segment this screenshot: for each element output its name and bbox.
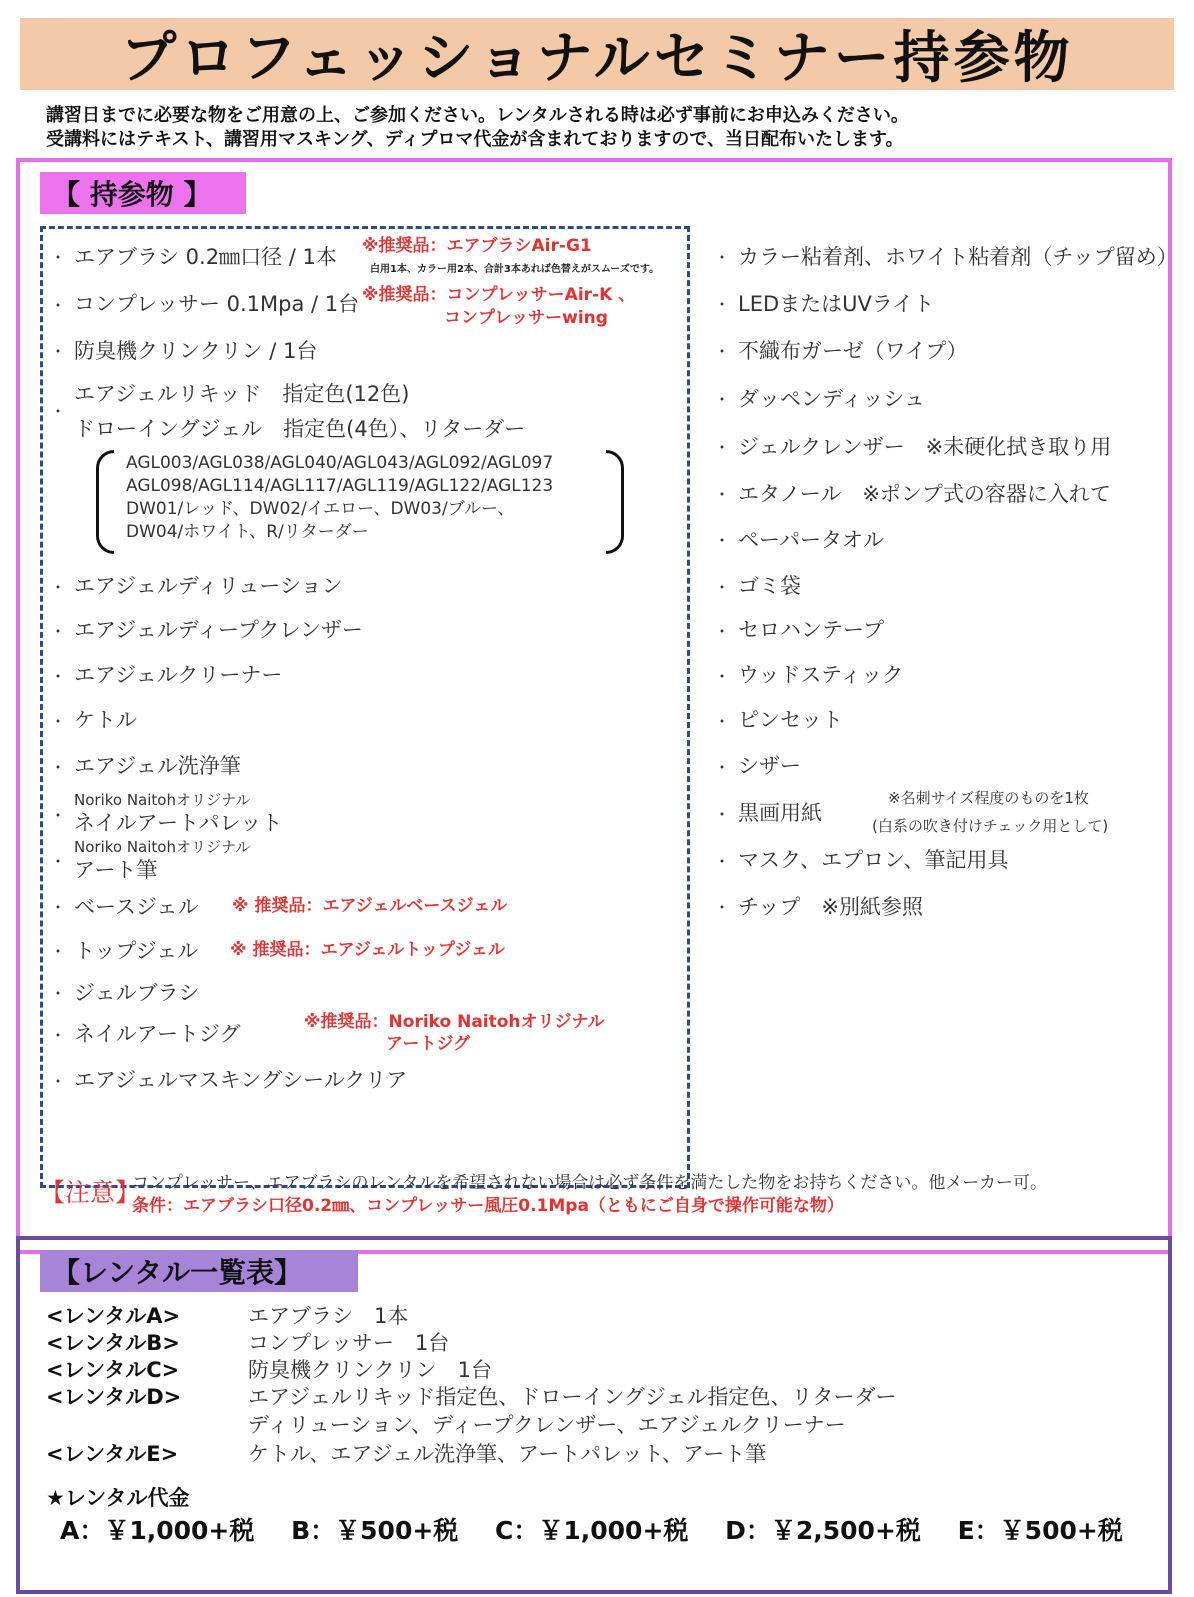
bullet: ・ (50, 1072, 67, 1091)
item-tips: チップ ※別紙参照 (738, 895, 923, 919)
bullet: ・ (714, 852, 731, 871)
item-gauze: 不織布ガーゼ（ワイプ） (738, 339, 968, 363)
item-cellophane-tape: セロハンテープ (738, 618, 884, 642)
fee-b: B：￥500+税 (291, 1516, 459, 1545)
rental-fees (60, 1518, 1151, 1543)
items-heading: 【 持参物 】 (40, 172, 246, 214)
intro-text (46, 104, 909, 152)
item-nail-art-jig: ネイルアートジグ (74, 1022, 241, 1046)
right-bracket (606, 450, 624, 554)
bullet: ・ (714, 531, 731, 550)
bullet: ・ (714, 390, 731, 409)
item-paper-towel: ペーパータオル (738, 528, 884, 552)
bullet: ・ (50, 248, 67, 267)
color-code-line: DW01/レッド、DW02/イエロー、DW03/ブルー、 (126, 499, 515, 519)
item-drawing-gel: ドローイングジェル 指定色(4色）、リターダー (74, 417, 526, 441)
bullet: ・ (50, 806, 67, 825)
rental-label-a: <レンタルA> (46, 1304, 181, 1328)
bullet: ・ (50, 984, 67, 1003)
fee-c: C：￥1,000+税 (495, 1516, 689, 1545)
bullet: ・ (50, 667, 67, 686)
bullet: ・ (714, 758, 731, 777)
item-masking-seal: エアジェルマスキングシールクリア (74, 1068, 408, 1092)
bullet: ・ (714, 712, 731, 731)
rental-value-c: 防臭機クリンクリン 1台 (248, 1358, 492, 1382)
rental-value-d-2: ディリューション、ディープクレンザー、エアジェルクリーナー (248, 1413, 846, 1437)
bullet: ・ (714, 578, 731, 597)
intro-line: 講習日までに必要な物をご用意の上、ご参加ください。レンタルされる時は必ず事前にお申込みください。 (46, 105, 909, 126)
bullet: ・ (50, 402, 67, 421)
item-led-uv-light: LEDまたはUVライト (738, 292, 935, 316)
caution-text: コンプレッサー、エアブラシのレンタルを希望されない場合は必ず条件を満たした物をお持ちください。他メーカー可。 (132, 1173, 1048, 1193)
bullet: ・ (50, 578, 67, 597)
fee-d: D：￥2,500+税 (725, 1516, 921, 1545)
intro-line: 受講料にはテキスト、講習用マスキング、ディプロマ代金が含まれておりますので、当日配布いたします。 (46, 129, 904, 150)
item-deodorizer: 防臭機クリンクリン / 1台 (74, 339, 318, 363)
recommendation-jig-2: アートジグ (386, 1034, 471, 1054)
item-dappen-dish: ダッペンディッシュ (738, 387, 925, 411)
item-compressor: コンプレッサー 0.1Mpa / 1台 (74, 292, 360, 316)
bullet: ・ (714, 667, 731, 686)
item-gel-brush: ジェルブラシ (74, 981, 200, 1005)
item-cleaner: エアジェルクリーナー (74, 663, 283, 687)
item-airbrush: エアブラシ 0.2㎜口径 / 1本 (74, 245, 337, 269)
item-deep-cleanser: エアジェルディープクレンザー (74, 618, 363, 642)
rental-value-e: ケトル、エアジェル洗浄筆、アートパレット、アート筆 (248, 1442, 767, 1466)
item-tweezers: ピンセット (738, 708, 843, 732)
bullet: ・ (50, 622, 67, 641)
bullet: ・ (50, 342, 67, 361)
item-airgel-liquid: エアジェルリキッド 指定色(12色) (74, 382, 410, 406)
item-black-paper: 黒画用紙 (738, 801, 822, 825)
item-base-gel: ベースジェル (74, 895, 199, 919)
rental-label-e: <レンタルE> (46, 1442, 179, 1466)
fee-e: E：￥500+税 (957, 1516, 1123, 1545)
item-kettle: ケトル (74, 708, 137, 732)
bullet: ・ (50, 1026, 67, 1045)
caution-conditions: 条件：エアブラシ口径0.2㎜、コンプレッサー風圧0.1Mpa（ともにご自身で操作可能な物） (132, 1196, 844, 1216)
item-ethanol: エタノール ※ポンプ式の容器に入れて (738, 482, 1111, 506)
rental-fee-heading: ★レンタル代金 (46, 1486, 190, 1510)
color-code-line: AGL003/AGL038/AGL040/AGL043/AGL092/AGL097 (126, 453, 554, 473)
bullet: ・ (50, 758, 67, 777)
rental-value-d: エアジェルリキッド指定色、ドローイングジェル指定色、リターダー (248, 1385, 897, 1409)
recommendation-compressor: ※推奨品：コンプレッサーAir-K 、 (362, 285, 636, 305)
recommendation-jig: ※推奨品：Noriko Naitohオリジナル (304, 1012, 605, 1032)
recommendation-airbrush-note: 白用1本、カラー用2本、合計3本あれば色替えがスムーズです。 (370, 264, 660, 275)
item-scissors: シザー (738, 754, 801, 778)
bullet: ・ (50, 712, 67, 731)
item-top-gel: トップジェル (74, 939, 199, 963)
color-code-line: AGL098/AGL114/AGL117/AGL119/AGL122/AGL123 (126, 476, 554, 496)
rental-label-d: <レンタルD> (46, 1385, 182, 1409)
item-wood-stick: ウッドスティック (738, 663, 904, 687)
bullet: ・ (714, 295, 731, 314)
recommendation-base-gel: ※ 推奨品：エアジェルベースジェル (232, 896, 508, 916)
rental-value-b: コンプレッサー 1台 (248, 1331, 450, 1355)
fee-a: A：￥1,000+税 (60, 1516, 255, 1545)
rental-heading: 【レンタル一覧表】 (40, 1250, 358, 1292)
bullet: ・ (50, 898, 67, 917)
rental-label-c: <レンタルC> (46, 1358, 180, 1382)
bullet: ・ (50, 942, 67, 961)
rental-label-b: <レンタルB> (46, 1331, 180, 1355)
bullet: ・ (714, 898, 731, 917)
left-bracket (96, 450, 114, 554)
item-wash-brush: エアジェル洗浄筆 (74, 754, 241, 778)
caution-label: 【注意】 (40, 1178, 141, 1207)
bullet: ・ (714, 438, 731, 457)
recommendation-airbrush: ※推奨品：エアブラシAir-G1 (362, 236, 592, 256)
recommendation-compressor-2: コンプレッサーwing (444, 308, 608, 328)
item-gel-cleanser: ジェルクレンザー ※未硬化拭き取り用 (738, 435, 1112, 459)
original-prefix: Noriko Naitohオリジナル (74, 838, 251, 856)
bullet: ・ (714, 248, 731, 267)
page-title: プロフェッショナルセミナー持参物 (20, 18, 1174, 90)
color-codes (126, 452, 553, 544)
item-trash-bag: ゴミ袋 (738, 574, 801, 598)
bullet: ・ (50, 852, 67, 871)
item-adhesive: カラー粘着剤、ホワイト粘着剤（チップ留め） (738, 245, 1178, 269)
item-nail-art-palette: ネイルアートパレット (74, 811, 283, 835)
bullet: ・ (50, 296, 67, 315)
black-paper-note: ※名刺サイズ程度のものを1枚 (888, 789, 1089, 807)
item-mask-apron: マスク、エプロン、筆記用具 (738, 848, 1009, 872)
recommendation-top-gel: ※ 推奨品：エアジェルトップジェル (230, 940, 505, 960)
item-art-brush: アート筆 (74, 858, 158, 882)
rental-value-a: エアブラシ 1本 (248, 1304, 409, 1328)
bullet: ・ (714, 485, 731, 504)
black-paper-note-2: (白系の吹き付けチェック用として) (872, 817, 1109, 835)
color-code-line: DW04/ホワイト、R/リターダー (126, 522, 369, 542)
item-dilution: エアジェルディリューション (74, 574, 343, 598)
original-prefix: Noriko Naitohオリジナル (74, 791, 251, 809)
bullet: ・ (714, 342, 731, 361)
bullet: ・ (714, 805, 731, 824)
bullet: ・ (714, 622, 731, 641)
